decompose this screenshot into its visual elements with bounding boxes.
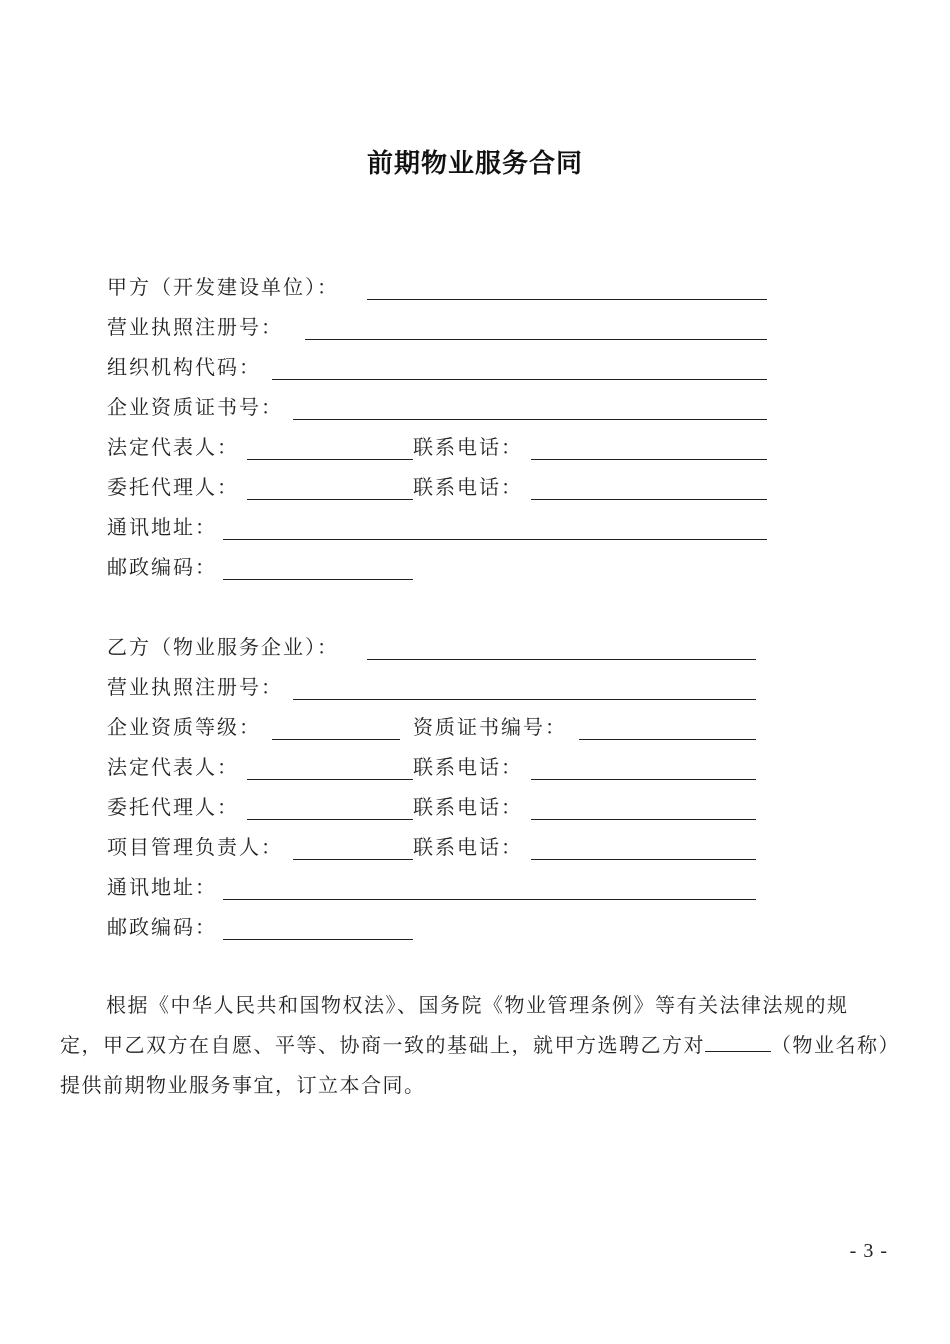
party-b-address-label: 通讯地址： — [107, 875, 217, 899]
party-b-legal-rep-blank[interactable] — [247, 779, 413, 780]
party-b-cert-no-blank[interactable] — [579, 739, 756, 740]
party-b-address-blank[interactable] — [223, 899, 756, 900]
party-a-address-label: 通讯地址： — [107, 515, 217, 539]
intro-text-part1: 根据《中华人民共和国物权法》、国务院《物业管理条例》等有关法律法规的规定，甲乙双方在自愿、平等、协商一致的基础上，就甲方选聘乙方对 — [60, 993, 849, 1057]
party-a-agent-blank[interactable] — [247, 499, 413, 500]
party-b-manager-phone-label: 联系电话： — [413, 835, 523, 859]
intro-text-part2: （物业名称）提供前期物业服务事宜，订立本合同。 — [60, 1033, 890, 1097]
party-a-cert-label: 企业资质证书号： — [107, 395, 283, 419]
party-a-agent-phone-blank[interactable] — [531, 499, 767, 500]
party-a-postcode-blank[interactable] — [223, 579, 413, 580]
party-b-agent-phone-blank[interactable] — [531, 819, 756, 820]
party-b-agent-field — [107, 792, 787, 822]
page-number: - 3 - — [849, 1240, 888, 1262]
party-b-manager-label: 项目管理负责人： — [107, 835, 283, 859]
party-b-name-label: 乙方（物业服务企业）： — [107, 635, 339, 659]
party-b-legal-rep-phone-label: 联系电话： — [413, 755, 523, 779]
party-a-license-label: 营业执照注册号： — [107, 315, 283, 339]
party-b-manager-phone-blank[interactable] — [531, 859, 756, 860]
party-a-legal-rep-field — [107, 432, 787, 462]
party-a-legal-rep-blank[interactable] — [247, 459, 413, 460]
party-a-org-code-field — [107, 352, 787, 382]
party-a-agent-phone-label: 联系电话： — [413, 475, 523, 499]
party-b-cert-no-label: 资质证书编号： — [413, 715, 567, 739]
party-b-grade-field — [107, 712, 787, 742]
intro-paragraph — [60, 985, 890, 1105]
party-b-postcode-label: 邮政编码： — [107, 915, 217, 939]
party-b-address-field — [107, 872, 787, 902]
party-a-legal-rep-phone-blank[interactable] — [531, 459, 767, 460]
party-a-cert-blank[interactable] — [293, 419, 767, 420]
party-a-name-field — [107, 272, 787, 302]
property-name-blank[interactable] — [705, 1029, 771, 1052]
party-a-name-blank[interactable] — [367, 299, 767, 300]
party-b-name-blank[interactable] — [367, 659, 756, 660]
party-b-manager-field — [107, 832, 787, 862]
party-a-postcode-field — [107, 552, 787, 582]
party-a-cert-field — [107, 392, 787, 422]
party-a-address-field — [107, 512, 787, 542]
party-a-legal-rep-label: 法定代表人： — [107, 435, 239, 459]
party-b-manager-blank[interactable] — [293, 859, 413, 860]
party-a-agent-label: 委托代理人： — [107, 475, 239, 499]
party-a-org-code-label: 组织机构代码： — [107, 355, 261, 379]
party-b-license-blank[interactable] — [293, 699, 756, 700]
party-b-grade-label: 企业资质等级： — [107, 715, 261, 739]
party-b-legal-rep-label: 法定代表人： — [107, 755, 239, 779]
party-a-postcode-label: 邮政编码： — [107, 555, 217, 579]
party-a-address-blank[interactable] — [223, 539, 767, 540]
party-b-agent-blank[interactable] — [247, 819, 413, 820]
party-a-org-code-blank[interactable] — [272, 379, 767, 380]
party-a-license-field — [107, 312, 787, 342]
party-b-agent-phone-label: 联系电话： — [413, 795, 523, 819]
party-a-name-label: 甲方（开发建设单位）： — [107, 275, 339, 299]
party-b-postcode-blank[interactable] — [223, 939, 413, 940]
document-title: 前期物业服务合同 — [366, 149, 583, 179]
party-b-legal-rep-field — [107, 752, 787, 782]
party-a-legal-rep-phone-label: 联系电话： — [413, 435, 523, 459]
party-a-agent-field — [107, 472, 787, 502]
party-b-postcode-field — [107, 912, 787, 942]
party-b-grade-blank[interactable] — [272, 739, 400, 740]
party-b-license-field — [107, 672, 787, 702]
party-b-agent-label: 委托代理人： — [107, 795, 239, 819]
party-b-name-field — [107, 632, 787, 662]
party-b-license-label: 营业执照注册号： — [107, 675, 283, 699]
party-a-license-blank[interactable] — [305, 339, 767, 340]
party-b-legal-rep-phone-blank[interactable] — [531, 779, 756, 780]
